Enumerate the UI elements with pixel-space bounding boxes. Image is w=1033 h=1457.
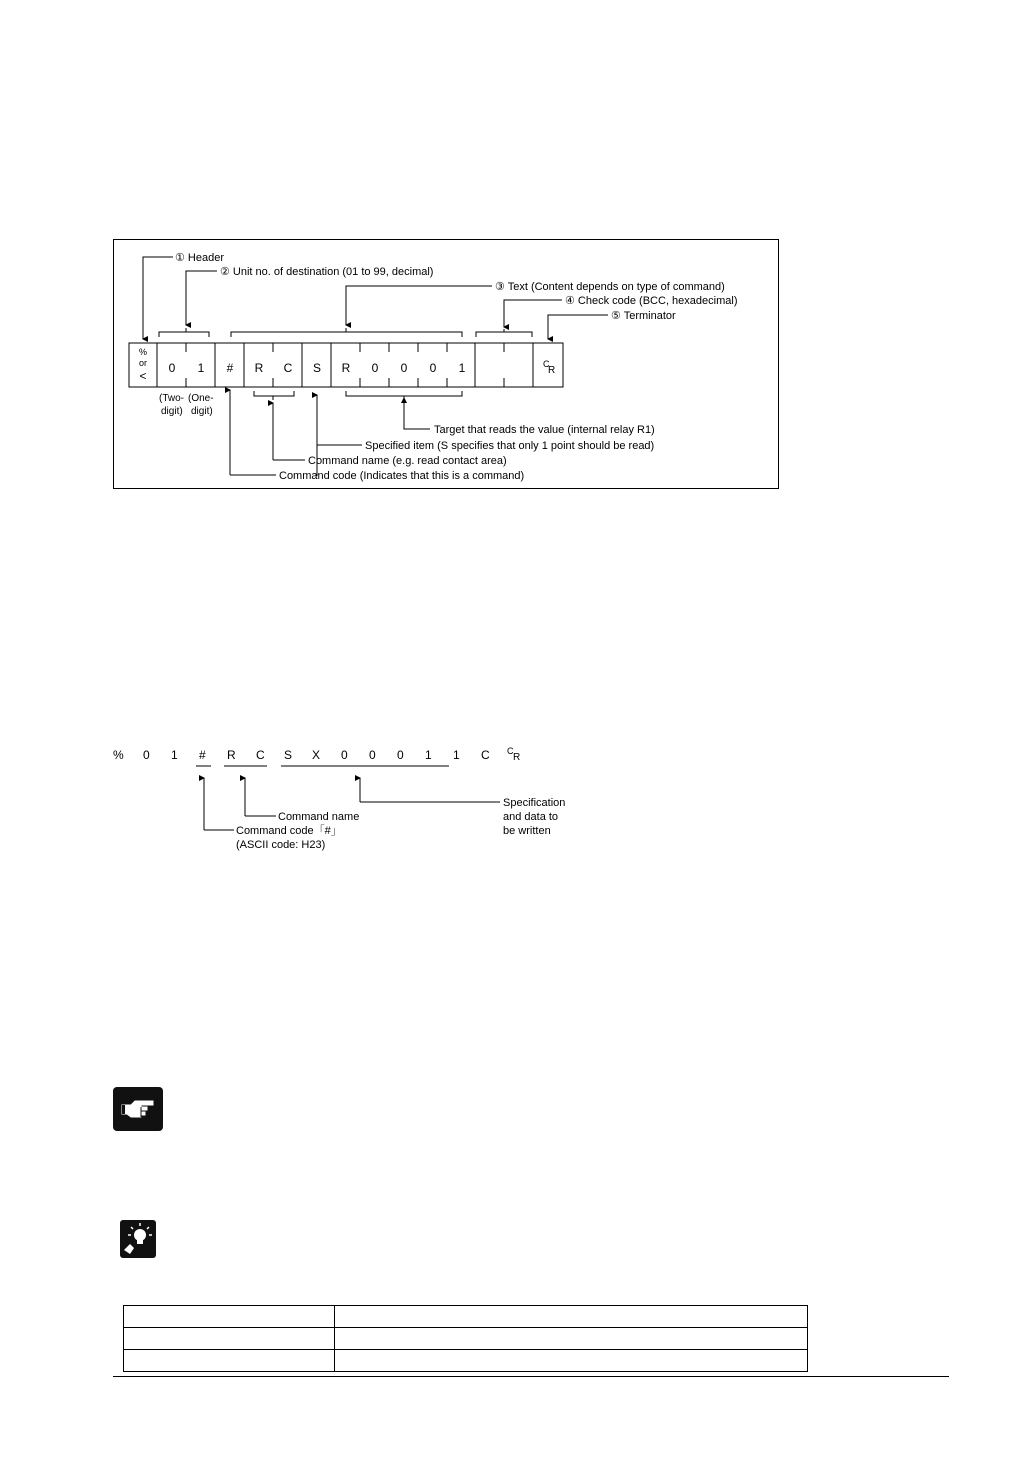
command-format-figure: [113, 239, 779, 489]
cell-char: 0: [371, 361, 379, 375]
info-table: [123, 1305, 808, 1372]
command-example-diagram: [108, 738, 578, 858]
callout-specified-item: Specified item (S specifies that only 1 point should be read): [365, 440, 655, 452]
digit-label: digit): [191, 406, 213, 417]
label-specification: and data to: [503, 811, 559, 823]
footer-divider: [113, 1376, 949, 1377]
example-char: #: [199, 748, 206, 762]
header-char-percent: %: [138, 347, 148, 357]
example-char: S: [284, 748, 293, 762]
cell-char: R: [341, 361, 351, 375]
callout-terminator: ⑤ Terminator: [611, 310, 676, 322]
example-char: %: [113, 748, 124, 762]
cell-char: 0: [400, 361, 408, 375]
table-cell: [124, 1350, 335, 1372]
command-example-figure: [108, 738, 578, 858]
callout-command-code: Command code (Indicates that this is a command): [279, 470, 525, 482]
example-char: C: [481, 748, 490, 762]
cell-char: S: [312, 361, 322, 375]
label-command-name: Command name: [278, 811, 360, 823]
cell-char: 1: [458, 361, 466, 375]
table-row: [124, 1328, 808, 1350]
table-row: [124, 1350, 808, 1372]
callout-command-name: Command name (e.g. read contact area): [308, 455, 507, 467]
cell-char: #: [226, 361, 234, 375]
table-cell: [335, 1306, 808, 1328]
cell-char: 1: [197, 361, 205, 375]
lightbulb-icon: [120, 1220, 156, 1258]
callout-text: ③ Text (Content depends on type of command): [495, 281, 725, 293]
digit-label: digit): [161, 406, 183, 417]
callout-header: ① Header: [175, 252, 224, 264]
terminator-c: C: [543, 359, 550, 369]
header-char-lt: <: [139, 369, 147, 383]
example-terminator-c: C: [507, 746, 514, 756]
label-command-code: Command code「#」: [236, 825, 342, 837]
table-cell: [124, 1306, 335, 1328]
table-row: [124, 1306, 808, 1328]
label-ascii-code: (ASCII code: H23): [236, 839, 326, 851]
label-specification: be written: [503, 825, 551, 837]
table-cell: [124, 1328, 335, 1350]
example-char: 1: [171, 748, 178, 762]
label-specification: Specification: [503, 797, 566, 809]
example-terminator-r: R: [513, 752, 521, 763]
cell-char: R: [254, 361, 264, 375]
digit-label: (One-: [188, 393, 214, 404]
example-char: 0: [369, 748, 376, 762]
example-char: 1: [425, 748, 432, 762]
table-cell: [335, 1350, 808, 1372]
table-cell: [335, 1328, 808, 1350]
callout-unit-no: ② Unit no. of destination (01 to 99, decimal): [220, 266, 434, 278]
example-char: 0: [397, 748, 404, 762]
callout-check-code: ④ Check code (BCC, hexadecimal): [565, 295, 738, 307]
terminator-r: R: [548, 365, 556, 376]
command-format-diagram: [114, 240, 780, 490]
header-char-or: or: [138, 358, 148, 368]
example-char: 0: [143, 748, 150, 762]
example-char: R: [227, 748, 236, 762]
example-char: X: [312, 748, 321, 762]
cell-char: 0: [429, 361, 437, 375]
cell-char: 0: [168, 361, 176, 375]
example-char: 0: [341, 748, 348, 762]
pointing-hand-icon: [113, 1087, 163, 1131]
digit-label: (Two-: [159, 393, 184, 404]
example-char: 1: [453, 748, 460, 762]
cell-char: C: [283, 361, 293, 375]
example-char: C: [256, 748, 265, 762]
callout-target: Target that reads the value (internal relay R1): [434, 424, 655, 436]
